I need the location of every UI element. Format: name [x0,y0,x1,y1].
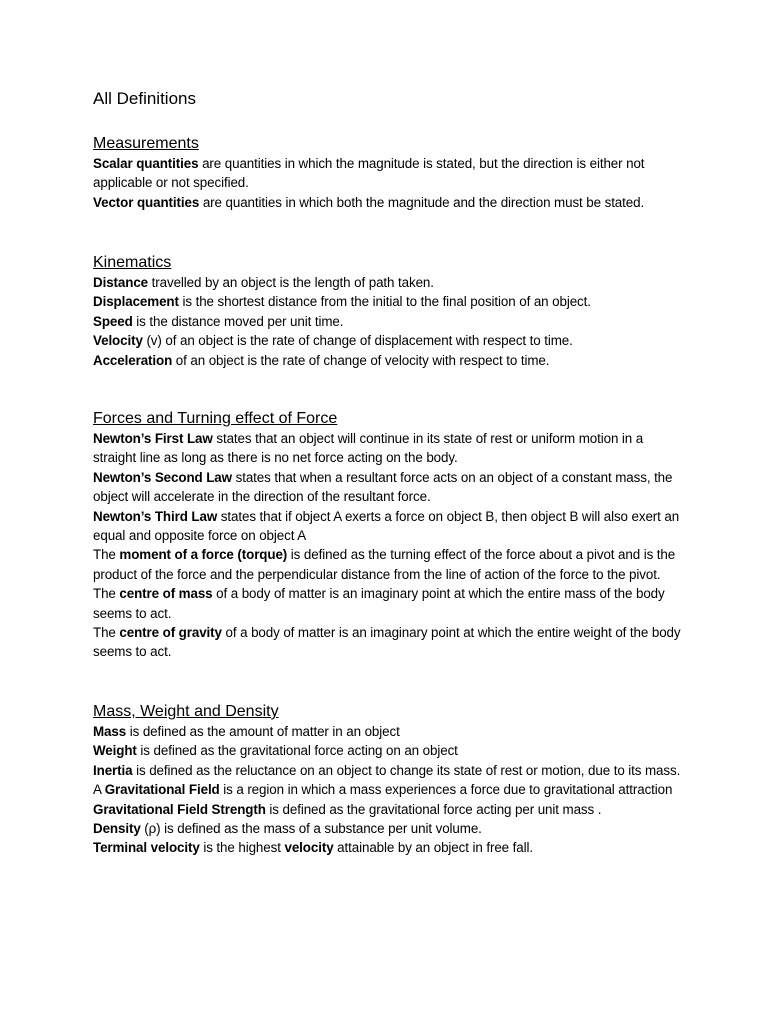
definition: Inertia is defined as the reluctance on an object to change its state of rest or motion, due to its mass. [93,762,681,778]
definition-term: Scalar quantities [93,156,199,171]
definition: Gravitational Field Strength is defined as the gravitational force acting per unit mass . [93,801,602,817]
definition-term: Gravitational Field Strength [93,801,266,817]
definition-term: Inertia [93,762,133,778]
definition: Mass is defined as the amount of matter in an object [93,724,400,739]
section-measurements [93,134,683,212]
definition: Displacement is the shortest distance from the initial to the final position of an object. [93,294,591,310]
definition: Distance travelled by an object is the length of path taken. [93,275,434,290]
document-title: All Definitions [93,89,196,108]
definition-term: moment of a force (torque) [119,547,288,563]
definition: Density (ρ) is defined as the mass of a substance per unit volume. [93,821,482,837]
definition-term: Newton’s Second Law [93,469,232,485]
section-heading: Measurements [93,135,199,152]
definition-term: Speed [93,313,133,329]
definition-term: Newton’s First Law [93,431,213,446]
section-heading: Kinematics [93,254,172,271]
definition: The moment of a force (torque) is defined as the turning effect of the force about a pivot and is the product of the force and the perpendicular distance from the line of action of the force to the pivot. [93,547,676,582]
definition: Velocity (v) of an object is the rate of change of displacement with respect to time. [93,333,573,349]
definition-term: Newton’s Third Law [93,508,218,524]
definition: Vector quantities are quantities in which both the magnitude and the direction must be stated. [93,194,645,210]
section-heading: Forces and Turning effect of Force [93,410,338,427]
definition: The centre of gravity of a body of matter is an imaginary point at which the entire weight of the body seems to act. [93,625,681,660]
section-heading: Mass, Weight and Density [93,703,279,720]
definition-term: Acceleration [93,352,173,368]
section-forces [93,409,683,662]
definition: Newton’s Third Law states that if object A exerts a force on object B, then object B will also exert an equal and opposite force on object A [93,508,680,544]
definition-term: Displacement [93,294,179,310]
definition-term: Mass [93,724,127,739]
definition-term: Terminal velocity [93,840,200,856]
definition-term: centre of gravity [119,625,222,641]
definition-term: Distance [93,275,149,290]
definition: Acceleration of an object is the rate of change of velocity with respect to time. [93,352,550,368]
definition: Weight is defined as the gravitational force acting on an object [93,743,458,759]
section-kinematics [93,253,683,370]
definition-term: Weight [93,743,137,759]
definition-term: Gravitational Field [104,782,220,798]
definition: The centre of mass of a body of matter is an imaginary point at which the entire mass of the body seems to act. [93,586,665,621]
definition: Speed is the distance moved per unit time. [93,313,344,329]
definition: Terminal velocity is the highest velocity attainable by an object in free fall. [93,840,533,856]
definition-term: Velocity [93,333,143,349]
section-mass-weight-density [93,702,683,858]
definition-term: centre of mass [119,586,213,602]
definition: A Gravitational Field is a region in which a mass experiences a force due to gravitational attraction [93,782,673,798]
definition-term: velocity [284,840,334,856]
definition-term: Density [93,821,141,837]
definition: Newton’s Second Law states that when a resultant force acts on an object of a constant mass, the object will accelerate in the direction of the resultant force. [93,469,673,505]
definition: Scalar quantities are quantities in which the magnitude is stated, but the direction is either not applicable or not specified. [93,156,645,191]
definition-term: Vector quantities [93,194,200,210]
definition: Newton’s First Law states that an object will continue in its state of rest or uniform motion in a straight line as long as there is no net force acting on the body. [93,431,644,466]
